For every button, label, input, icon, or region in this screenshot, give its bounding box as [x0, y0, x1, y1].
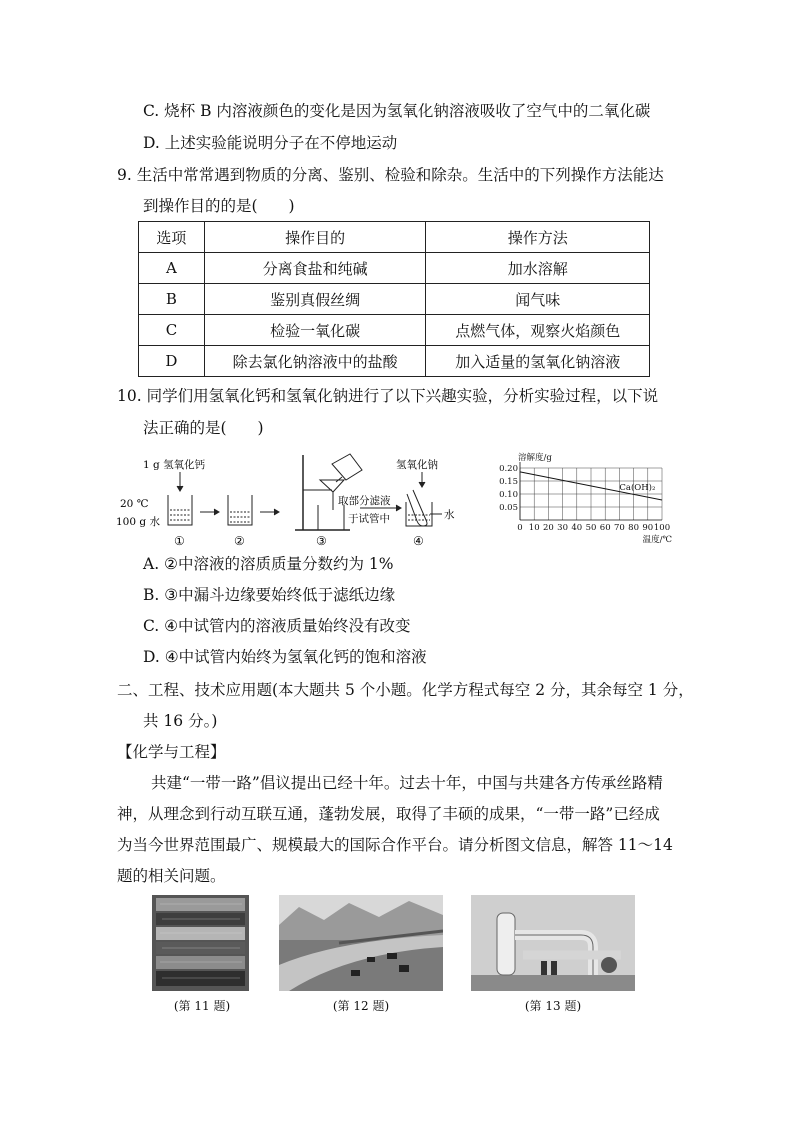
label-water-100g: 100 g 水 [116, 516, 160, 528]
series-label: Ca(OH)₂ [619, 483, 656, 494]
table-cell: 分离食盐和纯碱 [204, 253, 426, 284]
table-cell: 点燃气体，观察火焰颜色 [426, 315, 650, 346]
paragraph-line: 为当今世界范围最广、规模最大的国际合作平台。请分析图文信息，解答 11～14 [117, 836, 673, 854]
option-d: D. ④中试管内始终为氢氧化钙的饱和溶液 [143, 648, 427, 666]
x-tick-label: 40 [571, 523, 583, 533]
question-10-line1: 10. 同学们用氢氧化钙和氢氧化钠进行了以下兴趣实验，分析实验过程，以下说 [117, 387, 659, 405]
section-2-heading-line2: 共 16 分。) [143, 712, 218, 730]
option-c-previous: C. 烧杯 B 内溶液颜色的变化是因为氢氧化钠溶液吸收了空气中的二氧化碳 [143, 102, 651, 120]
x-tick-label: 80 [628, 523, 640, 533]
receiving-beaker [318, 505, 344, 530]
x-tick-label: 100 [653, 523, 671, 533]
x-axis-label: 温度/℃ [642, 535, 672, 545]
highway-photo [279, 895, 443, 991]
table-cell: 加水溶解 [426, 253, 650, 284]
x-tick-label: 30 [557, 523, 569, 533]
table-cell: B [139, 284, 205, 315]
table-header-cell: 操作方法 [426, 222, 650, 253]
paragraph-line: 神，从理念到行动互联互通，蓬勃发展，取得了丰硕的成果，“一带一路”已经成 [117, 805, 660, 823]
pouring-beaker [332, 454, 362, 480]
solubility-chart [480, 448, 680, 548]
x-tick-label: 10 [528, 523, 540, 533]
paragraph-line: 题的相关问题。 [117, 867, 226, 885]
table-cell: 鉴别真假丝绸 [204, 284, 426, 315]
beaker-2 [228, 495, 252, 525]
label-naoh: 氢氧化钠 [396, 459, 438, 471]
step-label: ③ [316, 534, 327, 548]
label-water: 水 [444, 509, 455, 521]
label-transfer-2: 于试管中 [348, 513, 390, 525]
y-tick-label: 0.10 [499, 490, 518, 500]
option-c: C. ④中试管内的溶液质量始终没有改变 [143, 617, 411, 635]
section-tag: 【化学与工程】 [117, 743, 226, 761]
paragraph-line: 共建“一带一路”倡议提出已经十年。过去十年，中国与共建各方传承丝路精 [151, 774, 663, 792]
pipeline-photo [471, 895, 635, 991]
y-axis-label: 溶解度/g [518, 453, 552, 463]
x-tick-label: 50 [585, 523, 597, 533]
options-table [138, 221, 650, 377]
caption-12: (第 12 题) [332, 999, 390, 1013]
step-label: ② [234, 534, 245, 548]
option-b: B. ③中漏斗边缘要始终低于滤纸边缘 [143, 586, 396, 604]
table-row [139, 315, 650, 346]
table-row [139, 284, 650, 315]
x-tick-label: 0 [517, 523, 523, 533]
test-tube [407, 490, 427, 526]
option-d-previous: D. 上述实验能说明分子在不停地运动 [143, 134, 398, 152]
y-tick-label: 0.20 [499, 464, 518, 474]
table-cell: 闻气味 [426, 284, 650, 315]
label-transfer-1: 取部分滤液 [338, 495, 391, 507]
table-cell: D [139, 346, 205, 377]
question-9-line1: 9. 生活中常常遇到物质的分离、鉴别、检验和除杂。生活中的下列操作方法能达 [117, 166, 664, 184]
caption-11: (第 11 题) [173, 999, 231, 1013]
step-label: ④ [413, 534, 424, 548]
table-cell: 除去氯化钠溶液中的盐酸 [204, 346, 426, 377]
table-header-cell: 选项 [139, 222, 205, 253]
table-header-cell: 操作目的 [204, 222, 426, 253]
y-tick-label: 0.15 [499, 477, 518, 487]
table-cell: 检验一氧化碳 [204, 315, 426, 346]
table-header-row [139, 222, 650, 253]
step-label: ① [174, 534, 185, 548]
table-cell: A [139, 253, 205, 284]
table-row [139, 346, 650, 377]
question-9-line2: 到操作目的的是( ) [143, 197, 295, 215]
x-tick-label: 60 [599, 523, 611, 533]
question-10-line2: 法正确的是( ) [143, 419, 264, 437]
label-temperature: 20 ℃ [120, 498, 149, 510]
table-cell: 加入适量的氢氧化钠溶液 [426, 346, 650, 377]
label-add-caoh2: 1 g 氢氧化钙 [143, 459, 206, 471]
beaker-4 [406, 502, 432, 526]
textile-rolls-photo [152, 895, 249, 991]
section-2-heading-line1: 二、工程、技术应用题(本大题共 5 个小题。化学方程式每空 2 分，其余每空 1 分， [117, 681, 694, 699]
table-cell: C [139, 315, 205, 346]
experiment-diagram [110, 450, 480, 550]
caption-13: (第 13 题) [524, 999, 582, 1013]
y-tick-label: 0.05 [499, 503, 518, 513]
x-tick-label: 20 [542, 523, 554, 533]
x-tick-label: 90 [642, 523, 654, 533]
table-row [139, 253, 650, 284]
x-tick-label: 70 [613, 523, 625, 533]
option-a: A. ②中溶液的溶质质量分数约为 1% [143, 555, 394, 573]
